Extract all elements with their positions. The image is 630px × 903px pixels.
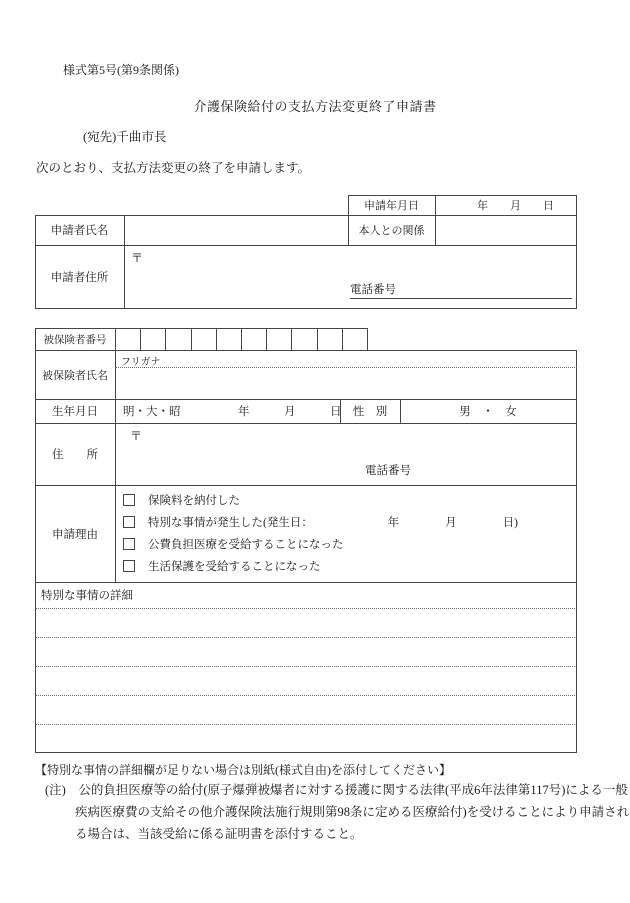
- checkbox-icon: [123, 494, 135, 506]
- phone-label: 電話番号: [365, 465, 411, 477]
- applicant-name-field: [125, 216, 347, 244]
- reason-text: 保険料を納付した: [148, 495, 240, 507]
- insured-number-boxes: [115, 328, 367, 350]
- birthdate-label: 生年月日: [52, 406, 98, 418]
- relation-field: [436, 216, 575, 244]
- addressee: (宛先)千曲市長: [83, 130, 167, 144]
- relation-label: 本人との関係: [358, 225, 425, 237]
- reason-item: [123, 489, 573, 511]
- details-row: [36, 695, 576, 724]
- details-row: [36, 666, 576, 695]
- border-line: [35, 308, 577, 309]
- applicant-name-label: 申請者氏名: [50, 225, 109, 237]
- reason-label: 申請理由: [52, 528, 98, 541]
- address-field: [116, 440, 576, 465]
- border-line: [576, 350, 577, 752]
- application-date-value: 年 月 日: [477, 200, 554, 212]
- border-line: [35, 423, 577, 424]
- insured-number-label: 被保険者番号: [43, 334, 107, 346]
- gender-label: 性 別: [352, 406, 388, 418]
- furigana-label: フリガナ: [121, 357, 161, 368]
- reason-text: 特別な事情が発生した(発生日： 年 月 日): [148, 517, 518, 529]
- address-label: 住 所: [52, 449, 98, 461]
- border-line: [35, 485, 577, 486]
- checkbox-icon: [123, 538, 135, 550]
- insured-table: [35, 328, 577, 753]
- insured-name-field: [116, 368, 576, 398]
- application-date-label: 申請年月日: [364, 200, 419, 212]
- details-row: [36, 724, 576, 752]
- form-number: 様式第5号(第9条関係): [63, 63, 179, 77]
- page-title: 介護保険給付の支払方法変更終了申請書: [193, 99, 437, 114]
- reason-list: [123, 489, 573, 577]
- gender-value: 男 ・ 女: [459, 406, 517, 418]
- border-line: [35, 752, 577, 753]
- reason-item: [123, 533, 573, 555]
- legal-note: (注) 公的負担医療等の給付(原子爆弾被爆者に対する援護に関する法律(平成6年法律第117号)による一般疾病医療費の支給その他介護保険法施行規則第98条に定める医療給付)を受けることにより申請される場合は、当該受給に係る証明書を添付すること。: [45, 783, 630, 841]
- border-line: [367, 328, 368, 350]
- postal-mark: 〒: [131, 251, 144, 265]
- checkbox-icon: [123, 516, 135, 528]
- applicant-table: [35, 195, 577, 309]
- checkbox-icon: [123, 560, 135, 572]
- border-line: [35, 350, 577, 351]
- attachment-note: 【特別な事情の詳細欄が足りない場合は別紙(様式自由)を添付してください】: [35, 763, 451, 777]
- reason-item: [123, 511, 573, 533]
- reason-text: 公費負担医療を受給することになった: [148, 539, 344, 551]
- postal-mark: 〒: [130, 429, 143, 443]
- details-label: 特別な事情の詳細: [41, 590, 133, 602]
- reason-item: [123, 555, 573, 577]
- birthdate-value: 明・大・昭 年 月 日: [123, 406, 342, 418]
- details-row: [36, 608, 576, 637]
- insured-name-label: 被保険者氏名: [42, 369, 108, 382]
- reason-text: 生活保護を受給することになった: [148, 561, 321, 573]
- details-row: [36, 637, 576, 666]
- intro-text: 次のとおり、支払方法変更の終了を申請します。: [36, 161, 311, 175]
- phone-label: 電話番号: [350, 281, 572, 299]
- applicant-address-label: 申請者住所: [50, 271, 109, 284]
